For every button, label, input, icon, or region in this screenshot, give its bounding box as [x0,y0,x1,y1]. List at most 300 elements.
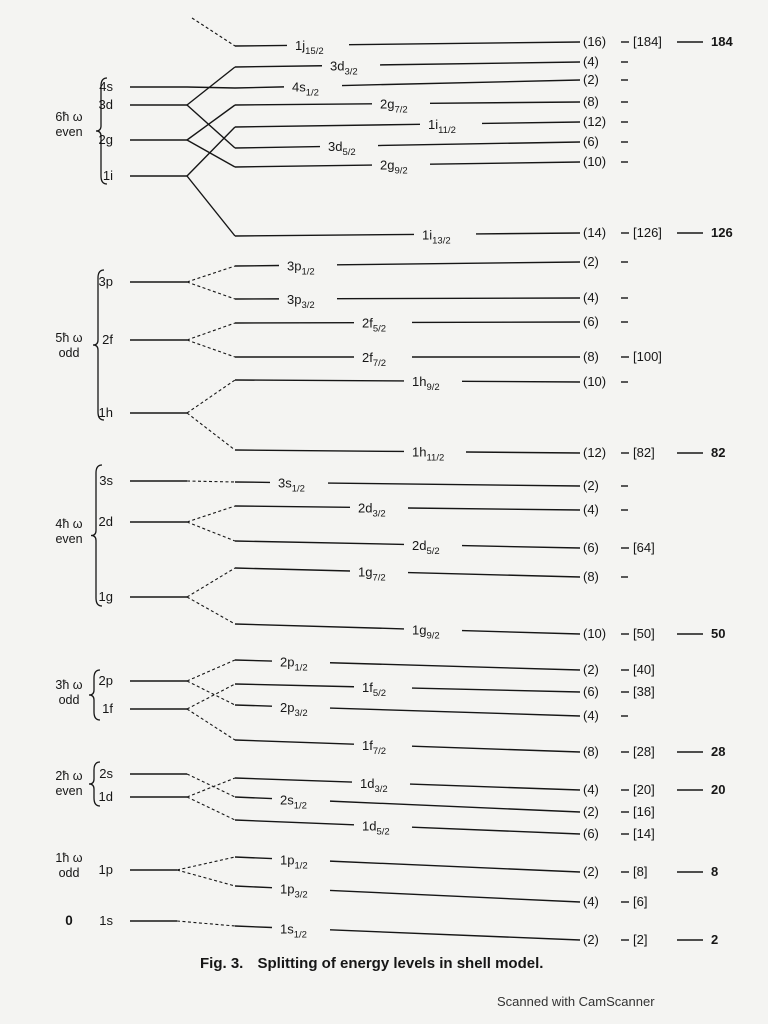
orbital-name: 3s [278,475,292,491]
orbital-name: 2p [280,699,295,715]
unsplit-level-label: 3s [99,473,113,488]
splitting-connector [187,568,235,597]
unsplit-level-label: 1s [99,913,113,928]
unsplit-level-1p [99,857,235,886]
shell-label: 2ħ ω [55,769,83,783]
orbital-j-subscript: 1/2 [294,860,308,872]
degeneracy-count: (2) [583,932,599,947]
orbital-label [412,374,440,393]
split-level-line [235,234,414,236]
splitting-connector [177,921,235,926]
cumulative-nucleon-count: [100] [633,349,662,364]
orbital-j-subscript: 11/2 [426,452,445,464]
splitting-connector [187,87,235,88]
split-level-1g-7-2 [235,565,628,584]
unsplit-level-label: 1f [102,701,113,716]
orbital-name: 1i [422,227,433,243]
unsplit-level-1f [102,684,235,740]
split-level-line [235,568,350,571]
parity-label: odd [58,693,80,707]
unsplit-level-label: 3p [98,274,113,289]
orbital-j-subscript: 5/2 [342,147,356,159]
degeneracy-count: (6) [583,684,599,699]
orbital-name: 2d [412,537,427,553]
split-level-line [430,162,580,164]
split-level-line [430,102,580,103]
split-level-1f-7-2 [235,738,725,759]
orbital-label [280,700,308,719]
splitting-connector [187,684,235,709]
degeneracy-count: (4) [583,782,599,797]
orbital-j-subscript: 5/2 [372,323,387,335]
degeneracy-count: (6) [583,314,599,329]
split-level-line [235,165,372,167]
orbital-name: 2f [362,350,373,365]
orbital-label [280,655,308,674]
split-level-line [482,122,580,123]
orbital-label [278,476,305,495]
shell-label: 3ħ ω [55,678,83,692]
orbital-j-subscript: 7/2 [372,572,386,584]
cumulative-nucleon-count: [126] [633,225,662,240]
split-level-line [235,104,372,105]
orbital-j-subscript: 5/2 [376,826,390,838]
shell-label: 0 [65,913,73,928]
split-level-line [235,147,320,148]
unsplit-level-label: 1h [98,405,113,420]
magic-number: 82 [711,445,726,460]
orbital-label [412,538,440,557]
magic-number: 50 [711,626,726,641]
splitting-connector [187,797,235,820]
orbital-label [280,792,307,811]
shell-group-2 [55,270,104,420]
orbital-label [287,258,315,277]
split-level-line [349,42,580,45]
orbital-name: 1p [280,852,295,868]
split-level-line [235,45,287,46]
splitting-connector [177,857,235,870]
orbital-label [358,501,386,520]
unsplit-level-1h [99,380,235,450]
unsplit-level-label: 1d [98,789,113,804]
orbital-name: 1f [362,737,373,753]
split-level-line [337,298,580,299]
split-level-line [330,663,580,670]
magic-number: 126 [711,225,733,240]
split-level-line [330,930,580,940]
unsplit-level-label: 1i [102,168,113,183]
orbital-j-subscript: 11/2 [438,125,456,137]
orbital-j-subscript: 7/2 [394,104,408,116]
orbital-name: 3d [330,58,345,74]
degeneracy-count: (2) [583,478,599,493]
split-level-line [412,688,580,692]
orbital-name: 2p [280,654,295,670]
degeneracy-count: (6) [583,826,599,841]
orbital-name: 1i [428,117,439,133]
degeneracy-count: (12) [583,114,607,129]
split-level-line [410,784,580,790]
orbital-name: 2g [380,96,395,112]
split-level-1j-15-2 [235,34,733,57]
cumulative-nucleon-count: [6] [633,894,648,909]
degeneracy-count: (2) [583,804,599,819]
orbital-j-subscript: 3/2 [294,889,308,901]
degeneracy-count: (2) [583,864,599,879]
degeneracy-count: (12) [583,445,607,460]
split-level-line [235,705,272,706]
magic-number: 2 [711,932,719,947]
split-level-1g-9-2 [235,622,725,641]
split-level-line [412,827,580,834]
split-level-1p-3-2 [235,882,647,909]
splitting-connector [187,176,235,236]
splitting-connector [187,105,235,148]
unsplit-level-2s [99,766,235,797]
orbital-label [362,680,386,699]
orbital-label [292,79,319,98]
unsplit-level-label: 3d [98,97,113,112]
split-level-2d-3-2 [235,501,628,520]
split-level-3p-1-2 [235,254,628,277]
split-level-3d-5-2 [235,134,628,158]
orbital-label [412,622,440,641]
cumulative-nucleon-count: [8] [633,864,648,879]
orbital-label [280,852,308,871]
unsplit-level-label: 1p [98,862,113,877]
splitting-connector [187,413,235,450]
degeneracy-count: (8) [583,349,599,364]
degeneracy-count: (10) [583,374,607,389]
parity-label: even [55,532,83,546]
cumulative-nucleon-count: [40] [633,662,655,677]
orbital-j-subscript: 7/2 [372,358,387,369]
degeneracy-count: (2) [583,662,599,677]
degeneracy-count: (4) [583,708,599,723]
figure-title: Splitting of energy levels in shell model. [257,955,544,972]
split-level-line [380,62,580,65]
orbital-j-subscript: 1/2 [291,483,305,495]
orbital-label [412,445,444,464]
orbital-label [328,139,356,158]
shell-label: 5ħ ω [55,331,83,345]
cumulative-nucleon-count: [2] [633,932,648,947]
unsplit-level-2d [99,506,235,541]
split-level-line [330,861,580,872]
splitting-connector [187,597,235,624]
orbital-j-subscript: 5/2 [372,688,387,700]
orbital-name: 1d [360,775,375,791]
split-level-line [235,624,404,629]
orbital-label [360,776,388,795]
shell-group-7 [65,913,73,928]
orbital-label [280,882,308,901]
splitting-connector [187,140,235,167]
split-level-3p-3-2 [235,290,628,311]
shell-group-6 [55,851,82,880]
degeneracy-count: (2) [583,72,599,87]
split-level-2f-5-2 [235,314,628,335]
orbital-name: 3p [287,258,302,274]
orbital-name: 1h [412,444,427,460]
split-level-line [235,87,284,88]
shell-label: 1ħ ω [55,851,83,865]
orbital-name: 2d [358,500,373,516]
split-level-line [330,708,580,716]
degeneracy-count: (8) [583,569,599,584]
orbital-name: 4s [292,79,306,95]
orbital-label [280,921,307,940]
unsplit-level-label: 2p [98,673,113,688]
split-level-4s-1-2 [235,72,628,98]
splitting-connector [187,660,235,681]
split-level-line [466,452,580,453]
split-level-line [342,80,580,86]
unsplit-level-label: 2g [98,132,113,147]
splitting-connector [187,323,235,340]
parity-label: odd [58,346,80,360]
splitting-connector [187,681,235,705]
orbital-name: 2f [362,315,373,331]
orbital-name: 3d [328,139,343,155]
split-level-line [408,573,580,577]
parity-label: even [55,784,83,798]
orbital-label [380,158,408,177]
shell-group-4 [55,670,100,720]
splitting-connector [187,522,235,541]
orbital-j-subscript: 1/2 [293,800,307,812]
orbital-name: 1g [412,622,427,638]
split-level-line [462,546,580,548]
split-level-line [235,857,272,859]
shell-label: 4ħ ω [55,517,83,531]
split-level-line [408,508,580,510]
degeneracy-count: (8) [583,744,599,759]
orbital-j-subscript: 7/2 [372,745,387,757]
degeneracy-count: (2) [583,254,599,269]
parity-label: even [55,125,83,139]
parity-label: odd [58,866,80,880]
split-level-3d-3-2 [235,54,628,77]
orbital-name: 1g [358,564,373,580]
degeneracy-count: (14) [583,225,607,240]
orbital-j-subscript: 1/2 [305,87,319,99]
split-level-3s-1-2 [235,476,628,495]
degeneracy-count: (4) [583,502,599,517]
degeneracy-count: (10) [583,626,607,641]
unsplit-level-3d [99,67,235,148]
cumulative-nucleon-count: [64] [633,540,655,555]
orbital-name: 1s [280,921,294,937]
orbital-label [287,292,315,311]
cumulative-nucleon-count: [184] [633,34,662,49]
orbital-name: 1h [412,374,427,390]
cumulative-nucleon-count: [38] [633,684,655,699]
orbital-label [428,117,456,136]
cumulative-nucleon-count: [20] [633,782,655,797]
split-level-line [235,886,272,888]
orbital-j-subscript: 13/2 [432,235,451,247]
split-level-1p-1-2 [235,852,718,879]
cumulative-nucleon-count: [16] [633,804,655,819]
split-level-1h-11-2 [235,445,725,464]
degeneracy-count: (4) [583,894,599,909]
split-level-2g-7-2 [235,94,628,116]
unsplit-level-4s [99,79,235,94]
splitting-connector [187,340,235,357]
split-level-line [235,926,272,928]
split-level-line [330,890,580,902]
orbital-name: 1p [280,881,295,897]
split-level-1i-11-2 [235,114,628,136]
unsplit-level-3p [99,266,235,299]
unsplit-level-label: 4s [99,79,113,94]
orbital-name: 2g [380,157,395,173]
orbital-j-subscript: 9/2 [426,382,440,394]
orbital-label [362,819,390,838]
degeneracy-count: (4) [583,54,599,69]
magic-number: 20 [711,782,726,797]
magic-number: 28 [711,744,726,759]
split-level-2g-9-2 [235,154,628,177]
split-level-line [337,262,580,265]
splitting-connector [177,870,235,886]
connector-1j15-2 [192,18,235,46]
shell-label: 6ħ ω [55,110,83,124]
unsplit-level-2p [99,660,235,705]
orbital-name: 1f [362,680,373,696]
cumulative-nucleon-count: [28] [633,744,655,759]
orbital-j-subscript: 9/2 [426,630,440,642]
split-level-line [462,631,580,634]
split-level-line [235,124,420,127]
orbital-label [422,227,451,246]
unsplit-level-label: 2d [98,514,113,529]
split-level-1d-3-2 [235,776,725,797]
orbital-label [295,38,324,57]
split-level-line [235,541,404,544]
unsplit-level-label: 1g [98,589,113,604]
shell-group-5 [55,762,100,806]
figure-caption [200,955,543,972]
orbital-label [362,316,386,335]
orbital-label [362,738,386,757]
split-level-line [235,797,272,799]
scanner-watermark: Scanned with CamScanner [497,994,655,1009]
split-level-line [412,746,580,752]
orbital-j-subscript: 3/2 [372,508,386,520]
orbital-j-subscript: 3/2 [344,66,358,78]
orbital-j-subscript: 9/2 [394,165,408,177]
split-level-2f-7-2 [235,349,662,369]
split-level-line [235,740,354,744]
figure-number: Fig. 3. [200,955,244,972]
split-level-line [235,506,350,507]
split-level-line [235,265,279,266]
splitting-connector [187,481,235,482]
orbital-j-subscript: 5/2 [426,545,440,557]
unsplit-level-1s [99,913,235,928]
orbital-label [330,58,358,77]
unsplit-level-1g [99,568,235,624]
splitting-connector [187,67,235,105]
orbital-j-subscript: 1/2 [301,266,315,278]
split-level-line [235,820,354,825]
degeneracy-count: (8) [583,94,599,109]
split-level-2p-1-2 [235,655,655,677]
degeneracy-count: (6) [583,540,599,555]
split-level-1h-9-2 [235,374,628,393]
split-level-line [328,483,580,486]
orbital-label [362,350,386,369]
splitting-connector [187,774,235,797]
orbital-j-subscript: 1/2 [294,662,308,674]
splitting-connector [187,266,235,282]
splitting-connector [187,380,235,413]
split-level-line [235,66,322,67]
orbital-j-subscript: 3/2 [374,783,388,795]
split-level-line [462,381,580,382]
orbital-label [380,97,408,116]
unsplit-level-1d [99,778,235,820]
split-level-line [235,380,404,381]
splitting-connector [187,506,235,522]
degeneracy-count: (10) [583,154,607,169]
unsplit-level-2g [99,105,235,167]
unsplit-level-3s [99,473,235,488]
split-level-line [235,660,272,661]
split-level-line [235,684,354,687]
orbital-name: 1j [295,38,306,54]
unsplit-level-2f [102,323,235,357]
orbital-j-subscript: 1/2 [293,929,307,941]
orbital-label [358,565,386,584]
orbital-j-subscript: 3/2 [294,707,308,719]
orbital-j-subscript: 3/2 [301,299,315,311]
split-level-1f-5-2 [235,680,655,699]
orbital-name: 1d [362,818,377,834]
split-level-1i-13-2 [235,225,733,246]
split-level-line [378,142,580,146]
splitting-connector [187,709,235,740]
split-level-line [235,450,404,451]
unsplit-level-label: 2f [102,332,113,347]
cumulative-nucleon-count: [82] [633,445,655,460]
split-level-2d-5-2 [235,538,655,557]
shell-group-3 [55,465,102,606]
split-level-line [476,233,580,234]
degeneracy-count: (16) [583,34,607,49]
split-level-line [235,778,352,782]
unsplit-level-label: 2s [99,766,113,781]
split-level-1d-5-2 [235,819,655,841]
orbital-name: 3p [287,291,302,307]
orbital-name: 2s [280,792,294,808]
degeneracy-count: (4) [583,290,599,305]
split-level-1s-1-2 [235,921,718,947]
orbital-j-subscript: 15/2 [305,46,324,58]
splitting-connector [187,282,235,299]
unsplit-level-1i [103,127,235,236]
split-level-line [330,801,580,812]
cumulative-nucleon-count: [14] [633,826,655,841]
cumulative-nucleon-count: [50] [633,626,655,641]
degeneracy-count: (6) [583,134,599,149]
magic-number: 8 [711,864,719,879]
magic-number: 184 [711,34,733,49]
split-level-2p-3-2 [235,700,628,723]
